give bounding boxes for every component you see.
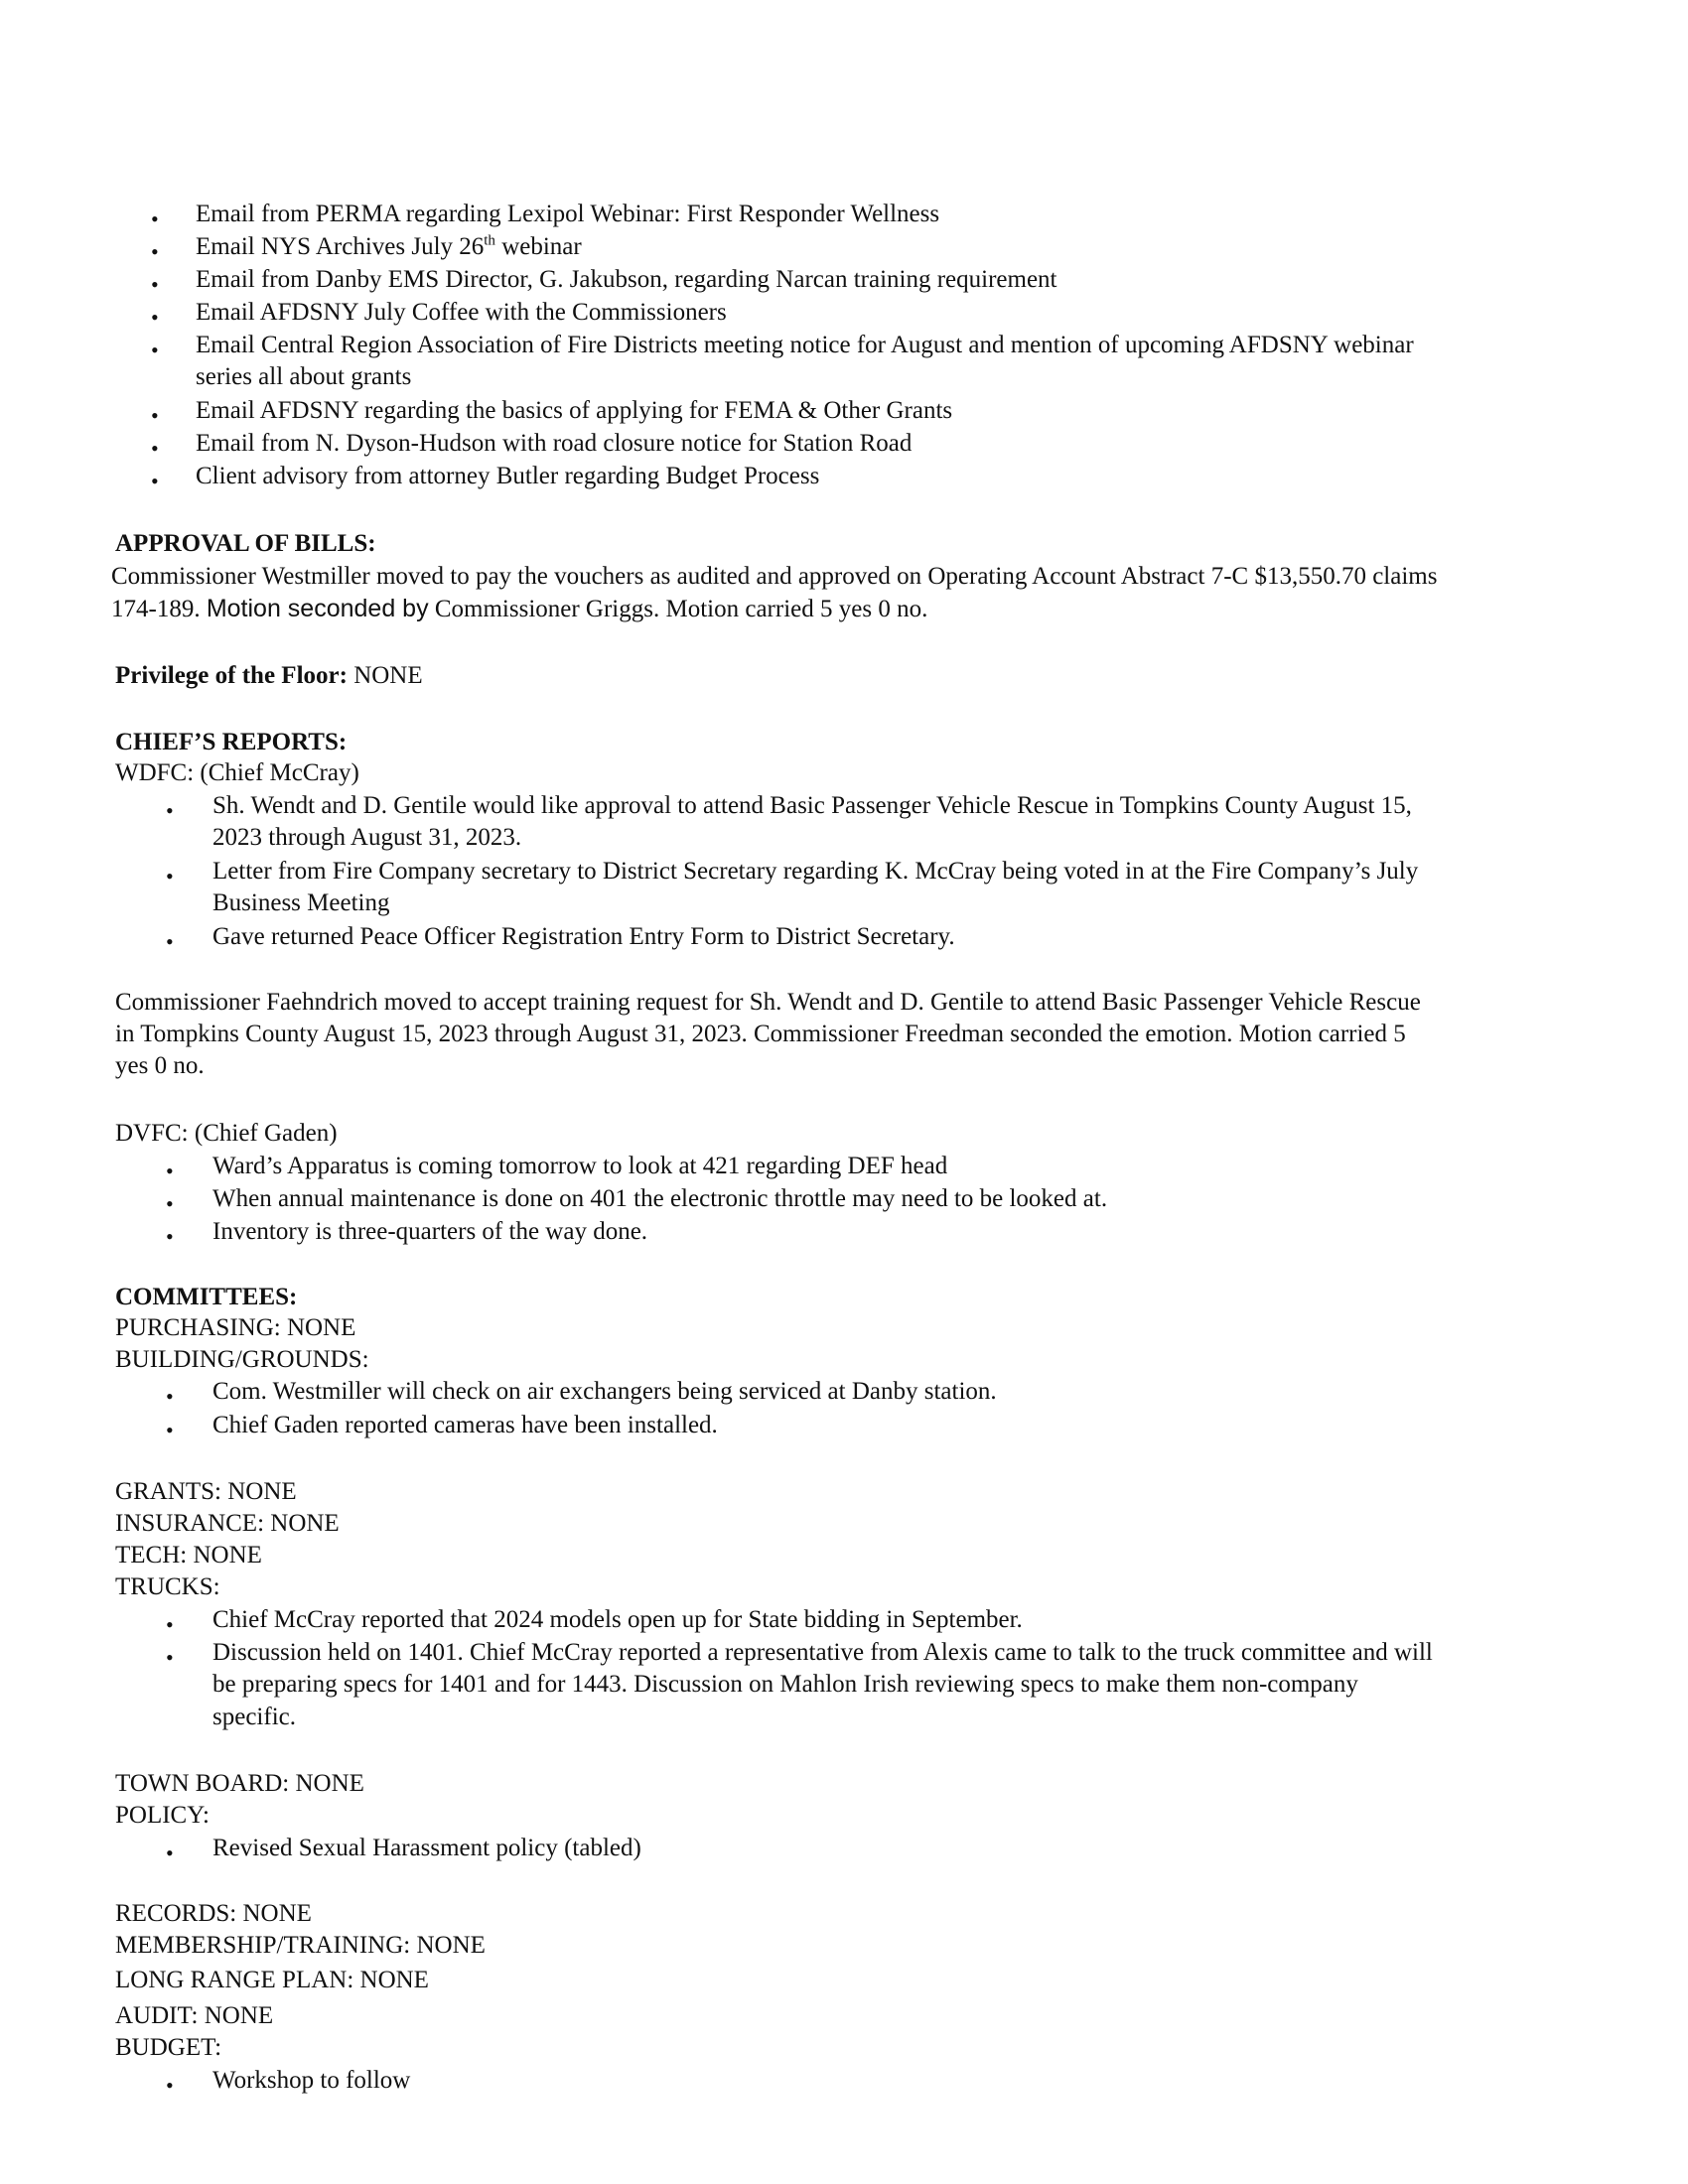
paragraph-line: 174-189. Motion seconded by Commissioner Griggs. Motion carried 5 yes 0 no. [111,595,928,622]
list-item: Com. Westmiller will check on air exchangers being serviced at Danby station. [212,1378,997,1405]
section-heading: COMMITTEES: [115,1284,298,1310]
list-item: Ward’s Apparatus is coming tomorrow to look at 421 regarding DEF head [212,1153,948,1179]
committee-line: MEMBERSHIP/TRAINING: NONE [115,1932,486,1959]
committee-line: BUILDING/GROUNDS: [115,1346,369,1373]
bullet-icon: • [166,1384,174,1409]
bullet-icon: • [166,1841,174,1865]
list-item-continuation: series all about grants [196,363,412,390]
committee-line: RECORDS: NONE [115,1900,312,1927]
bullet-icon: • [166,1159,174,1183]
committee-line: BUDGET: [115,2034,222,2061]
subsection-label: DVFC: (Chief Gaden) [115,1120,338,1147]
committee-line: GRANTS: NONE [115,1478,297,1505]
bullet-icon: • [151,469,159,493]
list-item: Email NYS Archives July 26th webinar [196,232,582,260]
list-item: Email from N. Dyson-Hudson with road closure notice for Station Road [196,430,913,457]
bullet-icon: • [151,436,159,461]
list-item: Email Central Region Association of Fire Districts meeting notice for August and mention of upcoming AFDSNY webinar [196,332,1414,358]
bullet-icon: • [151,403,159,428]
list-item: Sh. Wendt and D. Gentile would like approval to attend Basic Passenger Vehicle Rescue in Tompkins County August 15, [212,792,1412,819]
committee-line: TECH: NONE [115,1542,262,1569]
list-item: Gave returned Peace Officer Registration Entry Form to District Secretary. [212,923,955,950]
committee-line: AUDIT: NONE [115,2002,274,2029]
bullet-icon: • [151,338,159,362]
committee-line: INSURANCE: NONE [115,1510,340,1537]
privilege-line: Privilege of the Floor: NONE [115,662,423,689]
committee-line: PURCHASING: NONE [115,1314,356,1341]
list-item: Email from PERMA regarding Lexipol Webinar: First Responder Wellness [196,201,940,227]
bullet-icon: • [166,1418,174,1442]
list-item: Email AFDSNY July Coffee with the Commissioners [196,299,727,326]
list-item: Workshop to follow [212,2067,411,2094]
section-heading: APPROVAL OF BILLS: [115,530,376,557]
list-item-continuation: 2023 through August 31, 2023. [212,824,522,851]
bullet-icon: • [166,798,174,823]
list-item-continuation: Business Meeting [212,889,390,916]
committee-line: POLICY: [115,1802,210,1829]
list-item: Chief McCray reported that 2024 models open up for State bidding in September. [212,1606,1023,1633]
section-heading: CHIEF’S REPORTS: [115,729,348,755]
list-item-continuation: be preparing specs for 1401 and for 1443. Discussion on Mahlon Irish reviewing specs to make them non-company [212,1671,1358,1698]
committee-line: LONG RANGE PLAN: NONE [115,1967,429,1993]
list-item-continuation: specific. [212,1704,296,1730]
list-item: Chief Gaden reported cameras have been installed. [212,1412,718,1438]
bullet-icon: • [151,206,159,231]
bullet-icon: • [151,239,159,264]
bullet-icon: • [166,1612,174,1637]
paragraph-line: yes 0 no. [115,1052,205,1079]
bullet-icon: • [151,305,159,330]
list-item: Inventory is three-quarters of the way done. [212,1218,648,1245]
list-item: Client advisory from attorney Butler regarding Budget Process [196,463,820,489]
bullet-icon: • [166,929,174,954]
paragraph-line: in Tompkins County August 15, 2023 through August 31, 2023. Commissioner Freedman seconded the emotion. Motion carried 5 [115,1021,1406,1047]
list-item: Revised Sexual Harassment policy (tabled) [212,1835,641,1861]
bullet-icon: • [166,1224,174,1249]
bullet-icon: • [166,864,174,888]
list-item: Email from Danby EMS Director, G. Jakubson, regarding Narcan training requirement [196,266,1057,293]
committee-line: TOWN BOARD: NONE [115,1770,364,1797]
subsection-label: WDFC: (Chief McCray) [115,759,359,786]
committee-line: TRUCKS: [115,1573,220,1600]
list-item: Email AFDSNY regarding the basics of applying for FEMA & Other Grants [196,397,953,424]
bullet-icon: • [166,1191,174,1216]
bullet-icon: • [166,1645,174,1670]
bullet-icon: • [166,2073,174,2098]
list-item: When annual maintenance is done on 401 the electronic throttle may need to be looked at. [212,1185,1108,1212]
list-item: Discussion held on 1401. Chief McCray reported a representative from Alexis came to talk to the truck committee and will [212,1639,1433,1666]
bullet-icon: • [151,272,159,297]
paragraph-line: Commissioner Westmiller moved to pay the vouchers as audited and approved on Operating Account Abstract 7-C $13,550.70 claims [111,563,1438,590]
list-item: Letter from Fire Company secretary to District Secretary regarding K. McCray being voted in at the Fire Company’s July [212,858,1419,885]
paragraph-line: Commissioner Faehndrich moved to accept training request for Sh. Wendt and D. Gentile to attend Basic Passenger Vehicle Rescue [115,989,1421,1016]
